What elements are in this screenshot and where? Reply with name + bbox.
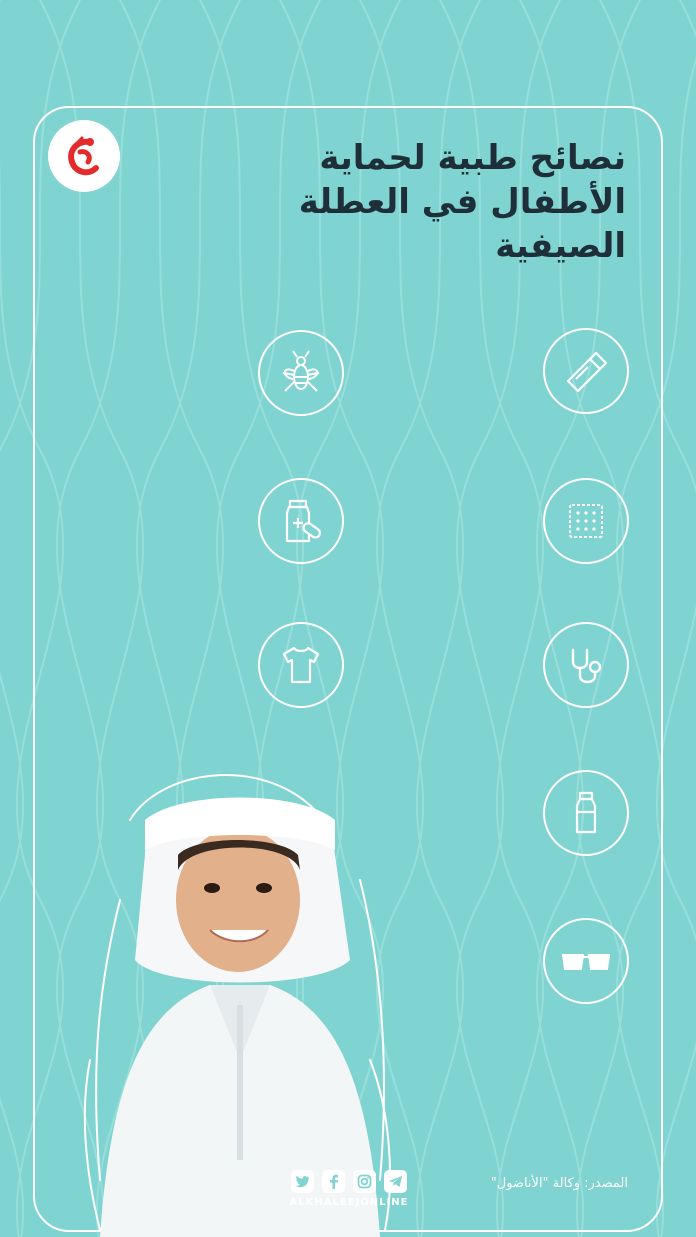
insect-icon xyxy=(275,347,327,399)
antipyretic-icon xyxy=(561,496,611,546)
tip-icon-circle xyxy=(258,478,344,564)
facebook-icon[interactable] xyxy=(322,1170,345,1193)
milk-bottle-icon xyxy=(561,788,611,838)
tip-icon-circle xyxy=(258,622,344,708)
source-credit: المصدر: وكالة "الأناضول" xyxy=(490,1176,628,1191)
alkhaleej-logo xyxy=(48,120,120,192)
tip-icon-circle xyxy=(258,330,344,416)
telegram-icon[interactable] xyxy=(384,1170,407,1193)
twitter-icon[interactable] xyxy=(291,1170,314,1193)
child-photo xyxy=(60,760,420,1237)
tip-icon-circle xyxy=(543,328,629,414)
tip-icon-circle xyxy=(543,918,629,1004)
tip-icon-circle xyxy=(543,770,629,856)
tip-icon-circle xyxy=(543,622,629,708)
brand-name: ALKHALEEJONLINE xyxy=(289,1197,409,1208)
sunscreen-icon xyxy=(560,345,612,397)
logo-icon xyxy=(60,132,108,180)
instagram-icon[interactable] xyxy=(353,1170,376,1193)
social-links xyxy=(288,1170,410,1208)
page-title: نصائح طبية لحماية الأطفال في العطلة الصيفية xyxy=(298,138,626,266)
sunglasses-icon xyxy=(559,941,613,981)
tip-icon-circle xyxy=(543,478,629,564)
stethoscope-icon xyxy=(561,640,611,690)
tshirt-icon xyxy=(276,640,326,690)
medicine-icon xyxy=(276,496,326,546)
